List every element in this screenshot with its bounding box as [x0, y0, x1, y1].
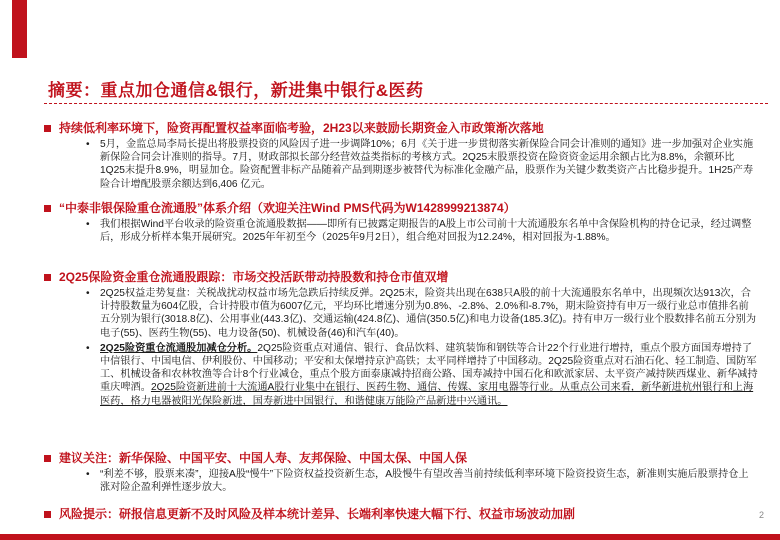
list-item: [44, 218, 758, 244]
page-number: 2: [758, 510, 764, 520]
bullet-square-icon: [44, 274, 51, 281]
bullet-dot-icon: •: [86, 288, 90, 299]
section-heading: 建议关注：新华保险、中国平安、中国人寿、友邦保险、中国太保、中国人保: [59, 451, 468, 465]
section-risk-warning: [44, 506, 758, 522]
section-heading: 风险提示：研报信息更新不及时风险及样本统计差异、长端利率快速大幅下行、权益市场波动加剧: [59, 507, 576, 521]
list-item: [44, 287, 758, 340]
title-divider: [44, 103, 768, 104]
bottom-accent-bar: [0, 534, 780, 540]
bullet-square-icon: [44, 205, 51, 212]
section-recommendations: [44, 450, 758, 494]
bullet-text: 5月，金监总局李局长提出将股票投资的风险因子进一步调降10%；6月《关于进一步贯彻落实新保险合同会计准则的通知》进一步加强对企业实施新保险合同会计准则的指导。7月，财政部拟长部分经营效益类指标的考核方式。2Q25末股票投资在险资资金运用余额占比为8.8%，余额环比1Q25末提升8.9%，明显加仓。险资配置非标产品随着产品到期逐步被替代为标准化金融产品，股票作为关键少数类资产占比稳步提升。1H25产寿险合计增配股票余额达到6,406 亿元。: [100, 139, 754, 190]
section-heading: 2Q25保险资金重仓流通股跟踪：市场交投活跃带动持股数和持仓市值双增: [59, 270, 449, 284]
section-holdings-tracking: [44, 269, 758, 408]
list-item: [44, 138, 758, 191]
bullet-square-icon: [44, 455, 51, 462]
bullet-underlined-text: 2Q25险资新进前十大流通A股行业集中在银行、医药生物、通信、传媒、家用电器等行业。从重点公司来看，新华新进杭州银行和上海医药，格力电器被阳光保险新进，国寿新进中国银行，和谐健康万能险产品新进中兴通讯。: [100, 382, 754, 407]
section-heading: 持续低利率环境下，险资再配置权益率面临考验，2H23以来鼓励长期资金入市政策渐次落地: [59, 121, 544, 135]
bullet-text: 我们根据Wind平台收录的险资重仓流通股数据——即所有已披露定期报告的A股上市公司前十大流通股东名单中含保险机构的持仓记录，经过调整后，形成分析样本集开展研究。2025年年初至今（2025年9月2日），组合绝对回报为12.24%，相对回报为-1.88%。: [100, 219, 752, 244]
section-policy: [44, 120, 758, 191]
page-title: 摘要：重点加仓通信&银行，新进集中银行&医药: [48, 81, 424, 100]
top-accent-bar: [12, 0, 27, 58]
section-portfolio-intro: [44, 200, 758, 244]
bullet-dot-icon: •: [86, 219, 90, 230]
list-item: [44, 342, 758, 408]
bullet-square-icon: [44, 511, 51, 518]
bullet-lead: 2Q25险资重仓流通股加减仓分析。: [100, 342, 258, 354]
list-item: [44, 468, 758, 494]
bullet-text: 2Q25险资重点对通信、银行、食品饮料、建筑装饰和钢铁等合计22个行业进行增持，重点个股方面国寿增持了中信银行、中国电信、伊利股份、中国移动；平安和太保增持京沪高铁；太平同样增持了中国移动。2Q25险资重点对石油石化、轻工制造、国防军工、机械设备和农林牧渔等合计8个行业减仓，重点个股方面泰康减持招商公路、国寿减持中国石化和欧派家居、太平资产减持陕西煤业、新华减持重庆啤酒。: [100, 342, 758, 394]
section-heading: “中泰非银保险重仓流通股”体系介绍（欢迎关注Wind PMS代码为W1428999213874）: [59, 201, 516, 215]
bullet-text: “利差不够，股票来凑”，迎接A股“慢牛”下险资权益投资新生态，A股慢牛有望改善当前持续低利率环境下险资投资生态，新准则实施后股票持仓上涨对险企盈利弹性逐步放大。: [100, 469, 749, 494]
bullet-dot-icon: •: [86, 469, 90, 480]
bullet-square-icon: [44, 125, 51, 132]
bullet-text: 2Q25权益走势复盘：关税战扰动权益市场先急跌后持续反弹。2Q25末，险资共出现在638只A股的前十大流通股东名单中，出现频次达913次，合计持股数量为604亿股，合计持股市值为6007亿元，平均环比增速分别为0.8%、-2.8%、2.0%和-8.7%，期末险资持有申万一级行业总市值排名前五分别为银行(3018.8亿)、公用事业(443.3亿)、交通运输(424.8亿)、通信(350.5亿)和电力设备(185.3亿)。持有申万一级行业个股数排名前五分别为电子(55)、医药生物(55)、电力设备(50)、机械设备(46)和汽车(40)。: [100, 288, 757, 339]
bullet-dot-icon: •: [86, 139, 90, 150]
bullet-dot-icon: •: [86, 342, 90, 354]
